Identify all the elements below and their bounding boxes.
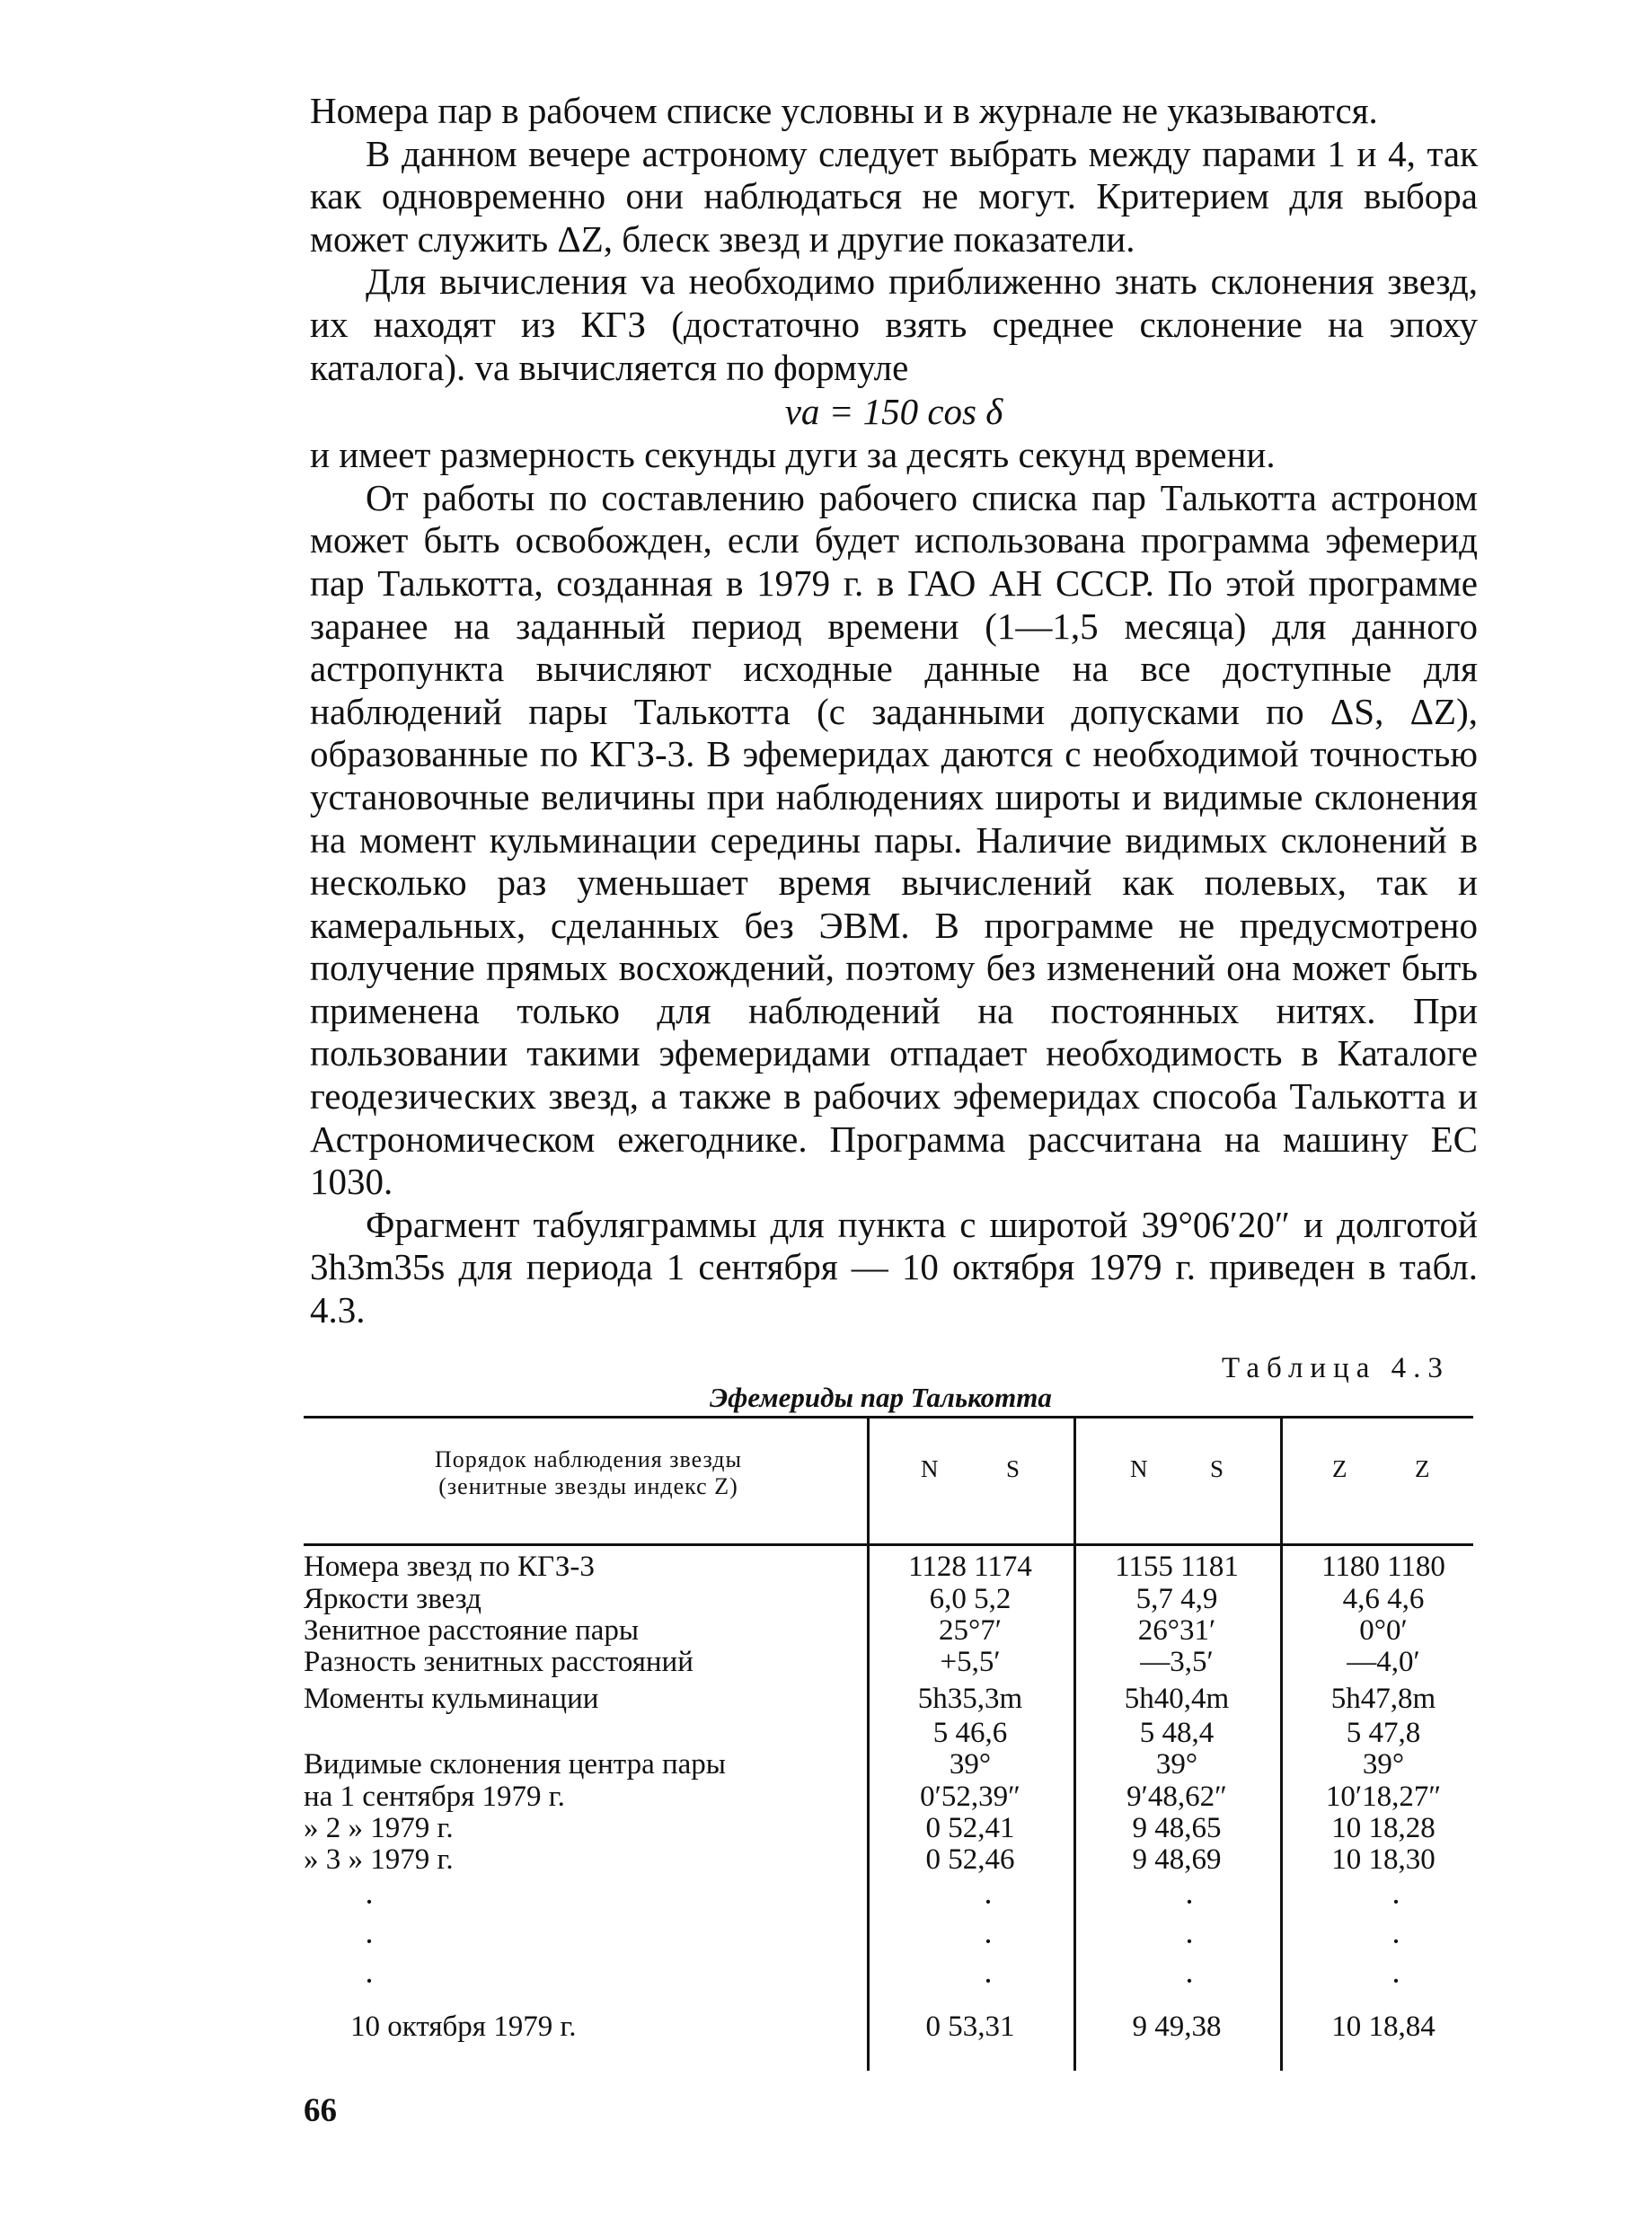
header-line-1: Порядок наблюдения звезды [434,1446,742,1472]
col3-head-z1: Z [1332,1455,1348,1482]
table-cell: 0′52,39″ [920,1781,1020,1813]
table-cell: 0 52,41 [925,1812,1015,1844]
row-label: Номера звезд по КГЗ-3 [304,1551,595,1583]
paragraph-2: В данном вечере астроному следует выбрать между парами 1 и 4, так как одновременно они наблюдаться не могут. Критерием для выбора может служить ΔZ, блеск звезд и другие показатели. [310,132,1478,260]
col3-head-z2: Z [1415,1455,1431,1482]
table-cell: 9′48,62″ [1126,1781,1227,1813]
table-body-divider-3 [1280,1545,1283,2071]
table-cell: 0°0′ [1359,1614,1408,1647]
ellipsis-dots: · · · [983,1884,994,1999]
table-cell: 5h35,3m [917,1683,1023,1715]
ellipsis-dots: · · · [364,1884,375,1999]
table-cell: 10 18,30 [1331,1843,1436,1876]
table-cell: 25°7′ [939,1614,1002,1647]
table-column-divider-1 [867,1418,870,1543]
row-label: Моменты кульминации [304,1683,599,1715]
table-cell: 0 53,31 [925,2011,1015,2043]
row-label: 10 октября 1979 г. [350,2011,577,2043]
table-cell: +5,5′ [940,1646,1001,1678]
paragraph-4: и имеет размерность секунды дуги за десять секунд времени. [310,434,1276,476]
table-cell: 9 48,69 [1132,1843,1222,1876]
table-cell: 4,6 4,6 [1342,1583,1425,1615]
table-cell: 5 46,6 [932,1717,1008,1749]
paragraph-6: Фрагмент табуляграммы для пункта с широтой 39°06′20″ и долготой 3h3m35s для периода 1 сентября — 10 октября 1979 г. приведен в табл. 4.3. [310,1203,1478,1331]
table-cell: 26°31′ [1137,1614,1216,1647]
table-cell: 6,0 5,2 [929,1583,1012,1615]
ellipsis-dots: · · · [1184,1884,1195,1999]
table-cell: 39° [1362,1748,1405,1781]
page-number: 66 [304,2092,337,2129]
table-cell: 0 52,46 [925,1843,1015,1876]
row-label: Зенитное расстояние пары [304,1614,640,1647]
col2-head-n: N [1130,1455,1149,1482]
table-cell: 1180 1180 [1321,1551,1445,1583]
col2-head-s: S [1210,1455,1225,1482]
table-title: Эфемериды пар Талькотта [710,1382,1052,1413]
table-cell: 10′18,27″ [1325,1781,1442,1813]
table-cell: 39° [949,1748,992,1781]
table-cell: 1128 1174 [908,1551,1032,1583]
table-cell: 5,7 4,9 [1135,1583,1218,1615]
formula: va = 150 cos δ [784,391,1003,433]
page-body [310,90,1478,1332]
paragraph-1: Номера пар в рабочем списке условны и в журнале не указываются. [310,90,1378,131]
table-cell: 1155 1181 [1115,1551,1239,1583]
table-top-rule [304,1416,1473,1418]
row-label: на 1 сентября 1979 г. [304,1781,565,1813]
table-cell: —3,5′ [1140,1646,1214,1678]
paragraph-3: Для вычисления va необходимо приближенно знать склонения звезд, их находят из КГЗ (достаточно взять среднее склонение на эпоху каталога). va вычисляется по формуле [310,261,1478,388]
row-label: Яркости звезд [304,1583,481,1615]
table-cell: 10 18,84 [1331,2011,1436,2043]
table-body-divider-2 [1073,1545,1076,2071]
table-cell: 39° [1155,1748,1198,1781]
paragraph-5: От работы по составлению рабочего списка пар Талькотта астроном может быть освобожден, если будет использована программа эфемерид пар Талькотта, созданная в 1979 г. в ГАО АН СССР. По этой программе заранее на заданный период времени (1—1,5 месяца) для данного астропункта вычисляют исходные данные на все доступные для наблюдений пары Талькотта (с заданными допусками по ΔS, ΔZ), образованные по КГЗ-3. В эфемеридах даются с необходимой точностью установочные величины при наблюдениях широты и видимые склонения на момент кульминации середины пары. Наличие видимых склонений в несколько раз уменьшает время вычислений как полевых, так и камеральных, сделанных без ЭВМ. В программе не предусмотрено получение прямых восхождений, поэтому без изменений она может быть применена только для наблюдений на постоянных нитях. При пользовании такими эфемеридами отпадает необходимость в Каталоге геодезических звезд, а также в рабочих эфемеридах способа Талькотта и Астрономическом ежегоднике. Программа рассчитана на машину ЕС 1030. [310,476,1478,1203]
table-cell: —4,0′ [1347,1646,1420,1678]
table-header-left [310,1446,867,1500]
table-column-divider-3 [1280,1418,1283,1543]
table-caption: Таблица 4.3 [1222,1352,1450,1384]
table-cell: 5h47,8m [1330,1683,1436,1715]
table-cell: 5 47,8 [1346,1717,1421,1749]
col1-head-s: S [1006,1455,1021,1482]
table-cell: 9 49,38 [1132,2011,1222,2043]
table-header-rule [304,1543,1473,1546]
header-line-2: (зенитные звезды индекс Z) [438,1473,738,1499]
table-cell: 5 48,4 [1139,1717,1215,1749]
row-label: Видимые склонения центра пары [304,1748,726,1781]
row-label: Разность зенитных расстояний [304,1646,693,1678]
row-label: » 2 » 1979 г. [304,1812,454,1844]
ellipsis-dots: · · · [1391,1884,1401,1999]
table-cell: 10 18,28 [1331,1812,1436,1844]
table-cell: 5h40,4m [1124,1683,1230,1715]
table-column-divider-2 [1073,1418,1076,1543]
row-label: » 3 » 1979 г. [304,1843,454,1876]
col1-head-n: N [921,1455,940,1482]
table-body-divider-1 [867,1545,870,2071]
table-cell: 9 48,65 [1132,1812,1222,1844]
